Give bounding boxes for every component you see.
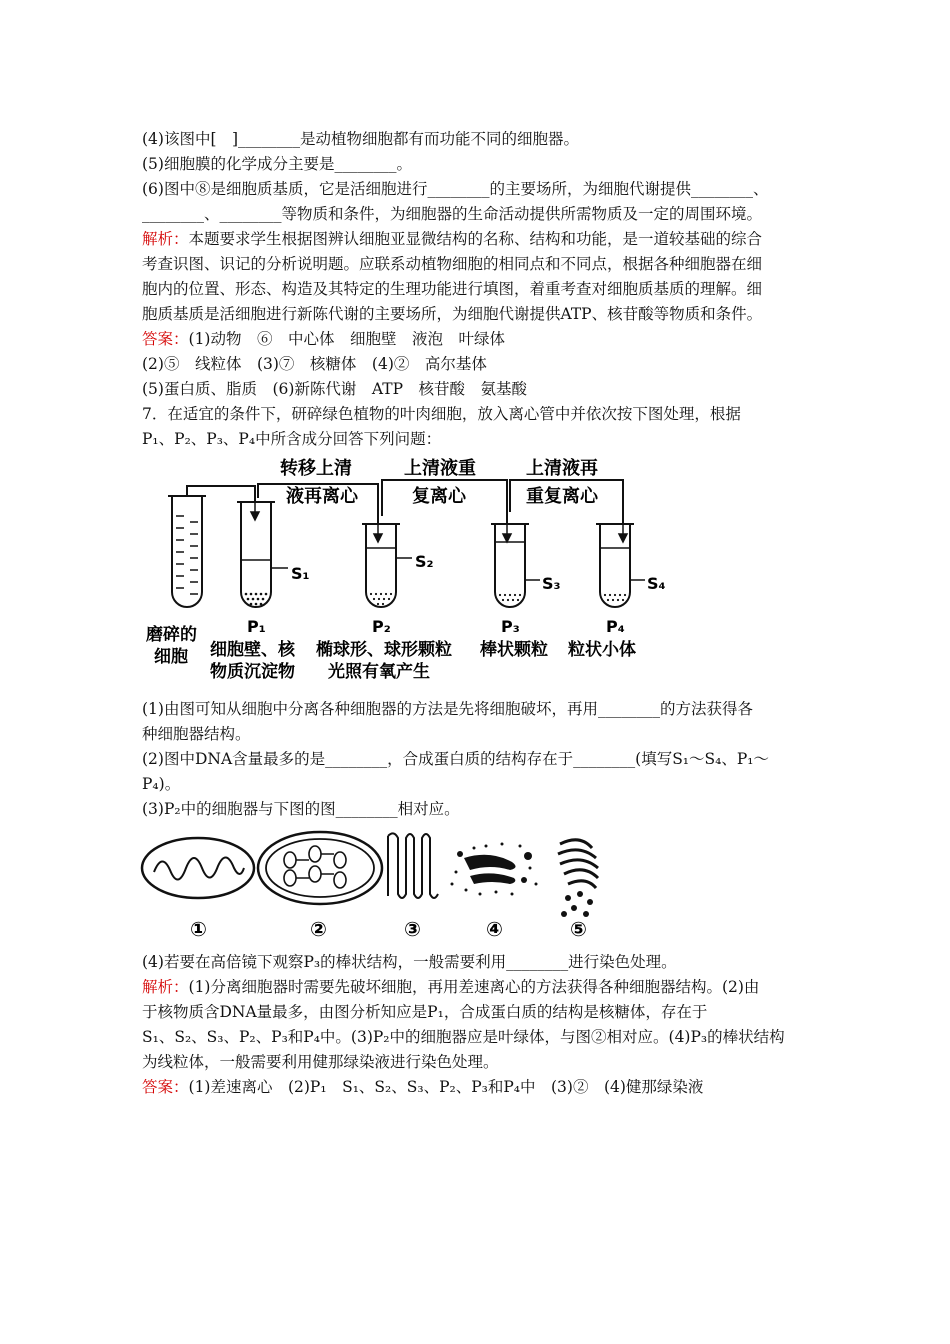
organelles-figure	[140, 824, 620, 944]
p2-desc-line-1: 椭球形、球形颗粒	[316, 640, 452, 660]
analysis-2-line-2: 于核物质含DNA量最多，由图分析知应是P₁，合成蛋白质的结构是核糖体，存在于	[142, 1003, 708, 1021]
analysis-2-line-1	[142, 975, 759, 1000]
answer-2-line	[142, 1075, 703, 1100]
answer-text: (1)动物 ⑥ 中心体 细胞壁 液泡 叶绿体	[188, 330, 505, 348]
question-4: (4)该图中[ ]________是动植物细胞都有而功能不同的细胞器。	[142, 130, 580, 148]
p1-desc-line-2: 物质沉淀物	[210, 662, 295, 682]
step-1-label-line-2: 液再离心	[286, 486, 358, 507]
p1-label: P₁	[247, 617, 266, 636]
figure-number-2: ②	[310, 917, 327, 941]
analysis-text: 本题要求学生根据图辨认细胞亚显微结构的名称、结构和功能，是一道较基础的综合	[188, 230, 763, 248]
analysis-2-text: (1)分离细胞器时需要先破坏细胞，再用差速离心的方法获得各种细胞器结构。(2)由	[188, 978, 760, 996]
cells-label-line-2: 细胞	[154, 647, 188, 667]
step-2-label-line-1: 上清液重	[404, 458, 476, 479]
question-7-2-line-2: P₄)。	[142, 775, 181, 793]
question-6-line-2: ________、________等物质和条件，为细胞器的生命活动提供所需物质及一定的周围环境。	[142, 205, 763, 223]
figure-number-4: ④	[486, 917, 503, 941]
answer-label: 答案：	[142, 330, 189, 348]
question-7-1-line-1: (1)由图可知从细胞中分离各种细胞器的方法是先将细胞破坏，再用________的方法获得各	[142, 700, 753, 718]
p2-desc-line-2: 光照有氧产生	[328, 662, 430, 682]
p4-label: P₄	[606, 617, 625, 636]
question-7-3: (3)P₂中的细胞器与下图的图________相对应。	[142, 800, 460, 818]
step-1-label-line-1: 转移上清	[280, 458, 352, 479]
analysis-1-line-3: 胞内的位置、形态、构造及其特定的生理功能进行填图，着重考查对细胞质基质的理解。细	[142, 280, 763, 298]
p4-desc: 粒状小体	[568, 640, 636, 660]
question-5: (5)细胞膜的化学成分主要是________。	[142, 155, 412, 173]
step-3-label-line-2: 重复离心	[526, 486, 598, 507]
answer-2-text: (1)差速离心 (2)P₁ S₁、S₂、S₃、P₂、P₃和P₄中 (3)② (4)健那绿染液	[188, 1078, 704, 1096]
mitochondrion-image	[142, 838, 254, 898]
figure-number-3: ③	[404, 917, 421, 941]
p1-desc-line-1: 细胞壁、核	[210, 640, 295, 660]
question-7-1-line-2: 种细胞器结构。	[142, 725, 251, 743]
answer-label-2: 答案：	[142, 1078, 189, 1096]
question-7-line-1: 7．在适宜的条件下，研碎绿色植物的叶肉细胞，放入离心管中并依次按下图处理，根据	[142, 405, 741, 423]
p3-desc: 棒状颗粒	[480, 640, 548, 660]
s4-label: S₄	[647, 574, 666, 593]
chloroplast-image	[258, 832, 382, 904]
answer-1-line-1	[142, 327, 505, 352]
question-7-2-line-1: (2)图中DNA含量最多的是________，合成蛋白质的结构存在于________(填写S₁～S₄、P₁～	[142, 750, 769, 768]
step-3-label-line-1: 上清液再	[526, 458, 598, 479]
centrifugation-diagram	[140, 452, 680, 687]
p3-label: P₃	[501, 617, 520, 636]
analysis-2-line-4: 为线粒体，一般需要利用健那绿染液进行染色处理。	[142, 1053, 499, 1071]
answer-1-line-3: (5)蛋白质、脂质 (6)新陈代谢 ATP 核苷酸 氨基酸	[142, 380, 528, 398]
step-2-label-line-2: 复离心	[412, 486, 466, 507]
question-7-4: (4)若要在高倍镜下观察P₃的棒状结构，一般需要利用________进行染色处理。	[142, 953, 677, 971]
figure-number-1: ①	[190, 917, 207, 941]
s1-label: S₁	[291, 564, 310, 583]
analysis-1-line-1	[142, 227, 762, 252]
figure-number-5: ⑤	[570, 917, 587, 941]
s2-label: S₂	[415, 552, 434, 571]
p2-label: P₂	[372, 617, 391, 636]
golgi-image	[451, 843, 538, 896]
question-6-line-1: (6)图中⑧是细胞质基质，它是活细胞进行________的主要场所，为细胞代谢提供________、	[142, 180, 769, 198]
question-7-line-2: P₁、P₂、P₃、P₄中所含成分回答下列问题：	[142, 430, 442, 448]
analysis-label: 解析：	[142, 230, 189, 248]
s3-label: S₃	[542, 574, 561, 593]
analysis-2-line-3: S₁、S₂、S₃、P₂、P₃和P₄中。(3)P₂中的细胞器应是叶绿体，与图②相对应。(4)P₃的棒状结构	[142, 1028, 785, 1046]
analysis-1-line-2: 考查识图、识记的分析说明题。应联系动植物细胞的相同点和不同点，根据各种细胞器在细	[142, 255, 763, 273]
answer-1-line-2: (2)⑤ 线粒体 (3)⑦ 核糖体 (4)② 高尔基体	[142, 355, 487, 373]
analysis-label-2: 解析：	[142, 978, 189, 996]
cells-label-line-1: 磨碎的	[146, 625, 197, 645]
analysis-1-line-4: 胞质基质是活细胞进行新陈代谢的主要场所，为细胞代谢提供ATP、核苷酸等物质和条件。	[142, 305, 763, 323]
er-image	[388, 833, 438, 898]
